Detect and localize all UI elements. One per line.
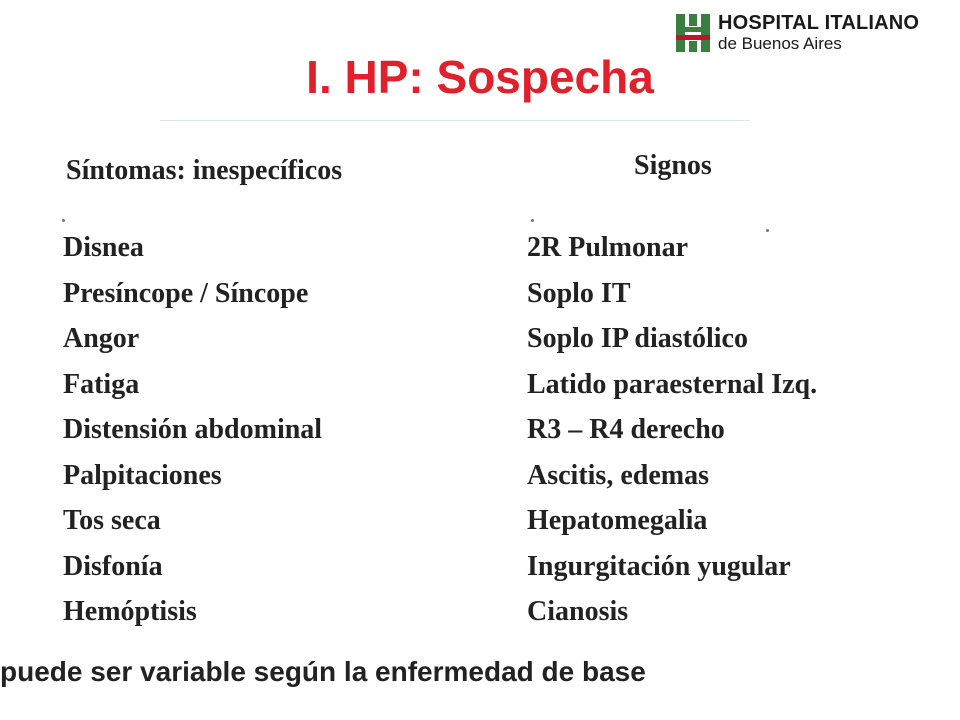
sintomas-heading: Síntomas: inespecíficos (66, 155, 343, 186)
sintomas-list (63, 225, 322, 635)
hospital-logo (676, 12, 948, 54)
logo-subtitle: de Buenos Aires (718, 34, 842, 53)
hospital-cross-icon (676, 14, 710, 52)
list-item: Hemóptisis (63, 596, 197, 627)
list-item: Tos seca (63, 505, 161, 536)
list-item: Hepatomegalia (527, 505, 708, 536)
list-item: Palpitaciones (63, 459, 222, 491)
logo-name: HOSPITAL ITALIANO (718, 12, 920, 34)
list-item: Cianosis (527, 596, 629, 627)
list-item: Presíncope / Síncope (63, 277, 309, 309)
list-item: Latido paraesternal Izq. (527, 368, 818, 400)
list-item: Soplo IP diastólico (527, 323, 748, 354)
list-item: 2R Pulmonar (527, 232, 688, 263)
list-item: Ascitis, edemas (527, 459, 709, 491)
list-item: Disnea (63, 232, 144, 263)
list-item: Distensión abdominal (63, 414, 323, 445)
list-item: Fatiga (63, 368, 140, 400)
list-item: Disfonía (63, 550, 163, 582)
list-item: Angor (63, 323, 140, 354)
list-item: Soplo IT (527, 277, 631, 309)
bullet-dot (62, 219, 65, 222)
footnote: puede ser variable según la enfermedad de base (0, 656, 646, 687)
list-item: R3 – R4 derecho (527, 414, 725, 445)
signos-heading: Signos (634, 150, 712, 181)
bullet-dot (531, 219, 534, 222)
signos-list (527, 225, 817, 635)
list-item: Ingurgitación yugular (527, 550, 791, 582)
slide-title: I. HP: Sospecha (306, 51, 654, 103)
title-divider (160, 120, 750, 121)
